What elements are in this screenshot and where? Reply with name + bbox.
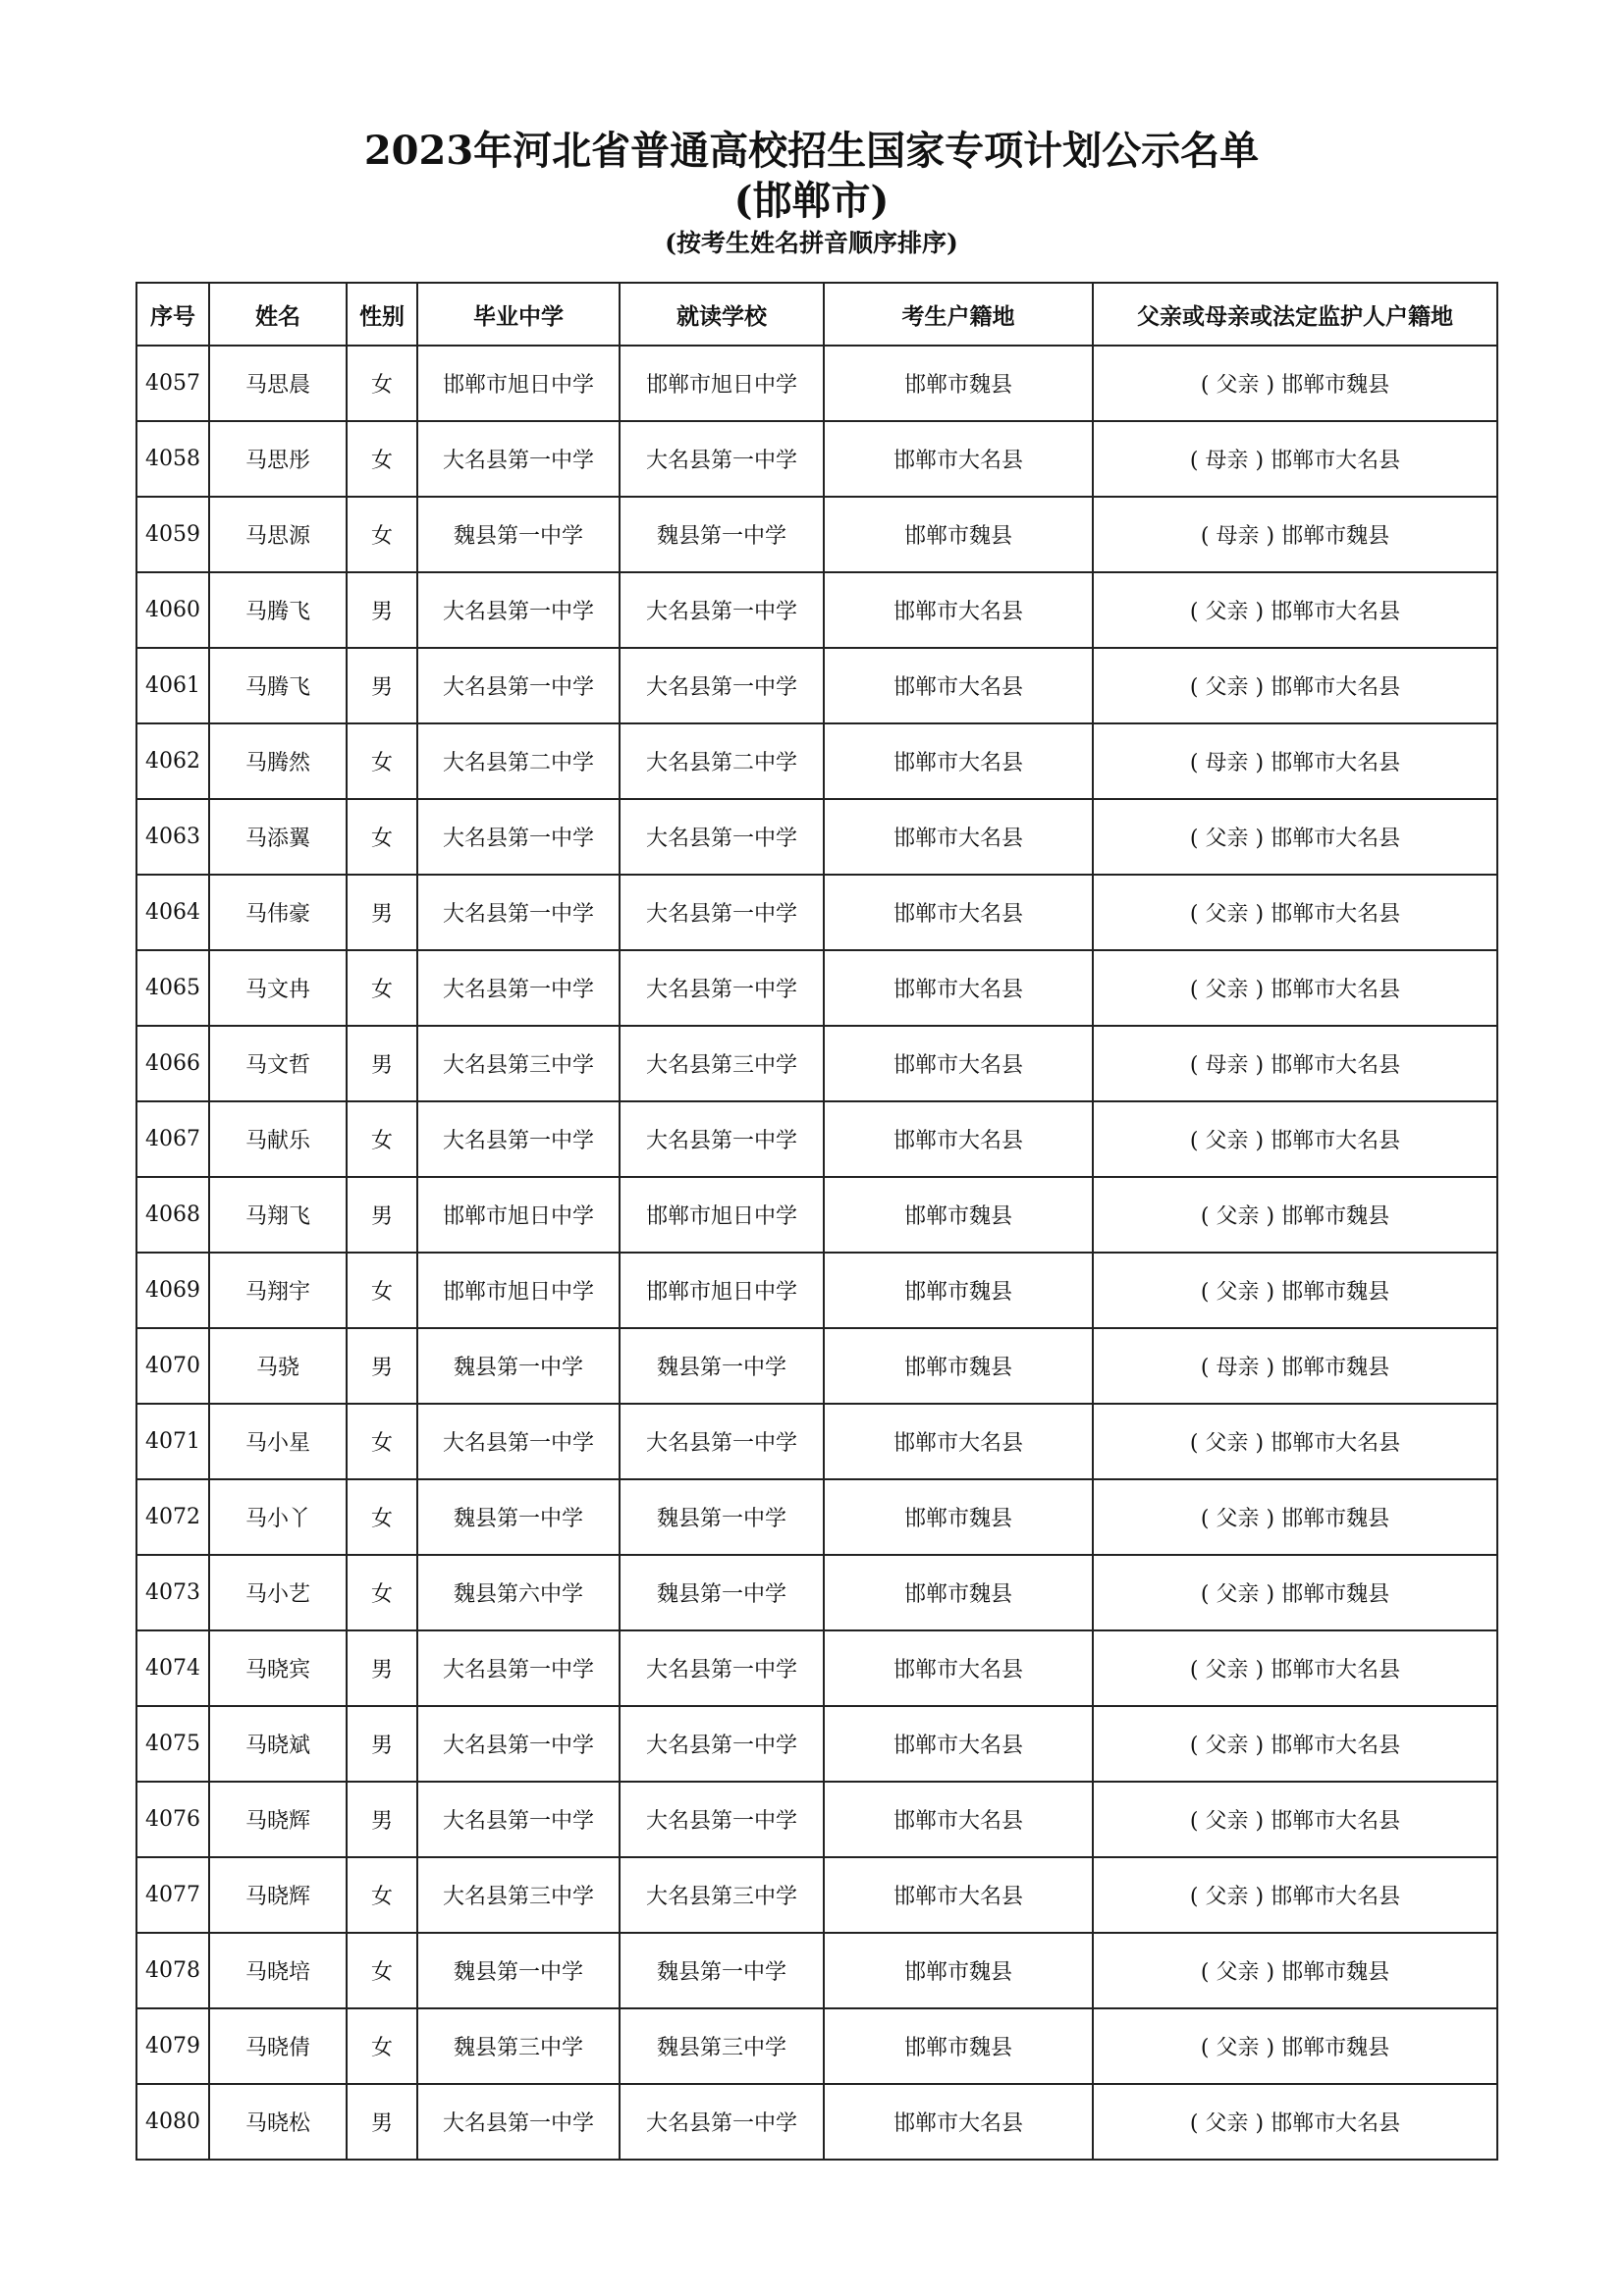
table-row [136,1026,1497,1101]
cell-gender: 男 [347,648,417,723]
cell-no: 4065 [136,950,209,1026]
table-row [136,1101,1497,1177]
cell-name: 马文冉 [209,950,347,1026]
cell-no: 4064 [136,875,209,950]
cell-current-school: 大名县第三中学 [620,1857,824,1933]
cell-grad-school: 大名县第一中学 [417,1706,620,1782]
cell-current-school: 邯郸市旭日中学 [620,346,824,421]
cell-hukou: 邯郸市大名县 [824,572,1093,648]
cell-gender: 女 [347,1479,417,1555]
cell-guardian-hukou: ( 父亲 ) 邯郸市大名县 [1093,1782,1497,1857]
cell-grad-school: 大名县第一中学 [417,799,620,875]
sort-note: (按考生姓名拼音顺序排序) [665,229,958,257]
cell-name: 马晓松 [209,2084,347,2160]
cell-name: 马小艺 [209,1555,347,1630]
cell-gender: 女 [347,1404,417,1479]
cell-no: 4062 [136,723,209,799]
cell-guardian-hukou: ( 父亲 ) 邯郸市魏县 [1093,1555,1497,1630]
cell-hukou: 邯郸市魏县 [824,1328,1093,1404]
cell-gender: 男 [347,1706,417,1782]
cell-no: 4080 [136,2084,209,2160]
table-row [136,1328,1497,1404]
cell-no: 4072 [136,1479,209,1555]
column-header-gender: 性别 [347,283,417,346]
cell-no: 4079 [136,2008,209,2084]
cell-current-school: 大名县第一中学 [620,1782,824,1857]
table-row [136,572,1497,648]
cell-current-school: 大名县第三中学 [620,1026,824,1101]
cell-guardian-hukou: ( 母亲 ) 邯郸市魏县 [1093,497,1497,572]
cell-grad-school: 魏县第一中学 [417,1933,620,2008]
roster-table [135,282,1498,2161]
cell-no: 4077 [136,1857,209,1933]
cell-name: 马晓宾 [209,1630,347,1706]
cell-name: 马小丫 [209,1479,347,1555]
cell-guardian-hukou: ( 父亲 ) 邯郸市大名县 [1093,1630,1497,1706]
cell-guardian-hukou: ( 父亲 ) 邯郸市大名县 [1093,950,1497,1026]
table-body [136,346,1497,2160]
table-row [136,648,1497,723]
table-row [136,1404,1497,1479]
column-header-grad-school: 毕业中学 [417,283,620,346]
cell-name: 马腾飞 [209,648,347,723]
cell-no: 4063 [136,799,209,875]
cell-current-school: 大名县第一中学 [620,1706,824,1782]
cell-current-school: 魏县第三中学 [620,2008,824,2084]
cell-no: 4057 [136,346,209,421]
cell-name: 马晓倩 [209,2008,347,2084]
column-header-current-school: 就读学校 [620,283,824,346]
cell-no: 4070 [136,1328,209,1404]
cell-grad-school: 魏县第六中学 [417,1555,620,1630]
cell-guardian-hukou: ( 父亲 ) 邯郸市魏县 [1093,1479,1497,1555]
table-row [136,723,1497,799]
cell-gender: 女 [347,346,417,421]
cell-guardian-hukou: ( 父亲 ) 邯郸市大名县 [1093,2084,1497,2160]
cell-gender: 女 [347,421,417,497]
cell-hukou: 邯郸市魏县 [824,346,1093,421]
cell-grad-school: 魏县第一中学 [417,497,620,572]
cell-no: 4071 [136,1404,209,1479]
cell-hukou: 邯郸市魏县 [824,1933,1093,2008]
table-row [136,1555,1497,1630]
cell-guardian-hukou: ( 父亲 ) 邯郸市魏县 [1093,1253,1497,1328]
cell-guardian-hukou: ( 母亲 ) 邯郸市大名县 [1093,723,1497,799]
cell-guardian-hukou: ( 父亲 ) 邯郸市魏县 [1093,1177,1497,1253]
cell-no: 4073 [136,1555,209,1630]
cell-guardian-hukou: ( 父亲 ) 邯郸市大名县 [1093,1857,1497,1933]
cell-gender: 女 [347,2008,417,2084]
cell-no: 4066 [136,1026,209,1101]
cell-gender: 女 [347,1555,417,1630]
cell-grad-school: 邯郸市旭日中学 [417,346,620,421]
cell-current-school: 大名县第一中学 [620,572,824,648]
cell-gender: 男 [347,572,417,648]
cell-grad-school: 大名县第一中学 [417,1782,620,1857]
document-header [0,126,1623,261]
cell-guardian-hukou: ( 父亲 ) 邯郸市大名县 [1093,1404,1497,1479]
cell-grad-school: 大名县第一中学 [417,875,620,950]
cell-no: 4069 [136,1253,209,1328]
table-row [136,1857,1497,1933]
cell-gender: 女 [347,799,417,875]
cell-hukou: 邯郸市大名县 [824,723,1093,799]
cell-gender: 女 [347,950,417,1026]
cell-guardian-hukou: ( 父亲 ) 邯郸市大名县 [1093,799,1497,875]
cell-hukou: 邯郸市魏县 [824,2008,1093,2084]
cell-current-school: 大名县第一中学 [620,421,824,497]
cell-no: 4059 [136,497,209,572]
cell-hukou: 邯郸市魏县 [824,1253,1093,1328]
cell-hukou: 邯郸市大名县 [824,1782,1093,1857]
cell-no: 4061 [136,648,209,723]
cell-current-school: 大名县第一中学 [620,950,824,1026]
cell-name: 马腾然 [209,723,347,799]
cell-guardian-hukou: ( 父亲 ) 邯郸市大名县 [1093,572,1497,648]
cell-grad-school: 大名县第一中学 [417,572,620,648]
cell-current-school: 魏县第一中学 [620,1479,824,1555]
table-row [136,421,1497,497]
cell-name: 马添翼 [209,799,347,875]
cell-grad-school: 大名县第二中学 [417,723,620,799]
table-row [136,497,1497,572]
cell-name: 马腾飞 [209,572,347,648]
cell-name: 马晓培 [209,1933,347,2008]
cell-gender: 男 [347,2084,417,2160]
cell-guardian-hukou: ( 父亲 ) 邯郸市魏县 [1093,346,1497,421]
column-header-no: 序号 [136,283,209,346]
cell-guardian-hukou: ( 父亲 ) 邯郸市魏县 [1093,1933,1497,2008]
cell-gender: 男 [347,1782,417,1857]
cell-current-school: 大名县第一中学 [620,1101,824,1177]
cell-grad-school: 魏县第一中学 [417,1328,620,1404]
table-row [136,875,1497,950]
cell-guardian-hukou: ( 父亲 ) 邯郸市大名县 [1093,1706,1497,1782]
cell-name: 马思源 [209,497,347,572]
cell-grad-school: 大名县第三中学 [417,1026,620,1101]
cell-current-school: 大名县第一中学 [620,799,824,875]
cell-guardian-hukou: ( 父亲 ) 邯郸市大名县 [1093,648,1497,723]
cell-hukou: 邯郸市大名县 [824,648,1093,723]
cell-guardian-hukou: ( 父亲 ) 邯郸市魏县 [1093,2008,1497,2084]
table-row [136,1630,1497,1706]
table-row [136,346,1497,421]
cell-name: 马小星 [209,1404,347,1479]
cell-gender: 女 [347,1101,417,1177]
cell-grad-school: 大名县第一中学 [417,950,620,1026]
cell-no: 4058 [136,421,209,497]
table-row [136,1782,1497,1857]
cell-grad-school: 大名县第一中学 [417,2084,620,2160]
document-subtitle: (邯郸市) [733,178,890,224]
cell-guardian-hukou: ( 父亲 ) 邯郸市大名县 [1093,875,1497,950]
cell-gender: 男 [347,1177,417,1253]
cell-guardian-hukou: ( 父亲 ) 邯郸市大名县 [1093,1101,1497,1177]
cell-hukou: 邯郸市大名县 [824,1857,1093,1933]
table-row [136,1706,1497,1782]
cell-hukou: 邯郸市大名县 [824,1026,1093,1101]
cell-grad-school: 邯郸市旭日中学 [417,1177,620,1253]
cell-no: 4067 [136,1101,209,1177]
cell-gender: 女 [347,1253,417,1328]
table-row [136,2084,1497,2160]
cell-grad-school: 魏县第三中学 [417,2008,620,2084]
cell-gender: 男 [347,1026,417,1101]
cell-no: 4076 [136,1782,209,1857]
cell-name: 马晓斌 [209,1706,347,1782]
cell-name: 马晓辉 [209,1782,347,1857]
cell-gender: 女 [347,1857,417,1933]
table-row [136,799,1497,875]
cell-guardian-hukou: ( 母亲 ) 邯郸市魏县 [1093,1328,1497,1404]
cell-current-school: 魏县第一中学 [620,497,824,572]
cell-hukou: 邯郸市大名县 [824,875,1093,950]
cell-name: 马献乐 [209,1101,347,1177]
cell-current-school: 邯郸市旭日中学 [620,1253,824,1328]
table-row [136,1933,1497,2008]
cell-hukou: 邯郸市魏县 [824,1555,1093,1630]
cell-hukou: 邯郸市大名县 [824,1630,1093,1706]
cell-name: 马思彤 [209,421,347,497]
cell-current-school: 大名县第一中学 [620,875,824,950]
document-title: 2023年河北省普通高校招生国家专项计划公示名单 [363,128,1260,174]
cell-current-school: 大名县第一中学 [620,2084,824,2160]
cell-gender: 男 [347,1630,417,1706]
cell-current-school: 魏县第一中学 [620,1555,824,1630]
cell-current-school: 大名县第一中学 [620,1630,824,1706]
cell-grad-school: 大名县第一中学 [417,1404,620,1479]
cell-hukou: 邯郸市大名县 [824,950,1093,1026]
cell-no: 4068 [136,1177,209,1253]
cell-gender: 女 [347,497,417,572]
cell-hukou: 邯郸市魏县 [824,1479,1093,1555]
cell-no: 4060 [136,572,209,648]
cell-hukou: 邯郸市大名县 [824,2084,1093,2160]
cell-hukou: 邯郸市魏县 [824,497,1093,572]
cell-gender: 女 [347,1933,417,2008]
cell-grad-school: 大名县第一中学 [417,421,620,497]
table-row [136,1253,1497,1328]
cell-hukou: 邯郸市魏县 [824,1177,1093,1253]
cell-current-school: 魏县第一中学 [620,1328,824,1404]
cell-no: 4074 [136,1630,209,1706]
cell-name: 马文哲 [209,1026,347,1101]
table-header-row [136,283,1497,346]
cell-gender: 男 [347,875,417,950]
cell-grad-school: 大名县第一中学 [417,648,620,723]
table-row [136,1177,1497,1253]
column-header-name: 姓名 [209,283,347,346]
cell-name: 马思晨 [209,346,347,421]
cell-guardian-hukou: ( 母亲 ) 邯郸市大名县 [1093,421,1497,497]
cell-grad-school: 魏县第一中学 [417,1479,620,1555]
cell-hukou: 邯郸市大名县 [824,421,1093,497]
cell-current-school: 大名县第一中学 [620,1404,824,1479]
column-header-hukou: 考生户籍地 [824,283,1093,346]
table-row [136,1479,1497,1555]
cell-hukou: 邯郸市大名县 [824,799,1093,875]
cell-hukou: 邯郸市大名县 [824,1101,1093,1177]
cell-name: 马晓辉 [209,1857,347,1933]
table-row [136,950,1497,1026]
cell-no: 4078 [136,1933,209,2008]
cell-guardian-hukou: ( 母亲 ) 邯郸市大名县 [1093,1026,1497,1101]
cell-current-school: 魏县第一中学 [620,1933,824,2008]
cell-current-school: 大名县第一中学 [620,648,824,723]
table-row [136,2008,1497,2084]
cell-hukou: 邯郸市大名县 [824,1706,1093,1782]
cell-grad-school: 邯郸市旭日中学 [417,1253,620,1328]
cell-gender: 男 [347,1328,417,1404]
cell-name: 马翔宇 [209,1253,347,1328]
cell-name: 马骁 [209,1328,347,1404]
cell-grad-school: 大名县第一中学 [417,1630,620,1706]
cell-name: 马伟豪 [209,875,347,950]
cell-current-school: 邯郸市旭日中学 [620,1177,824,1253]
cell-hukou: 邯郸市大名县 [824,1404,1093,1479]
cell-name: 马翔飞 [209,1177,347,1253]
column-header-guardian-hukou: 父亲或母亲或法定监护人户籍地 [1093,283,1497,346]
cell-grad-school: 大名县第一中学 [417,1101,620,1177]
cell-gender: 女 [347,723,417,799]
cell-current-school: 大名县第二中学 [620,723,824,799]
cell-grad-school: 大名县第三中学 [417,1857,620,1933]
cell-no: 4075 [136,1706,209,1782]
